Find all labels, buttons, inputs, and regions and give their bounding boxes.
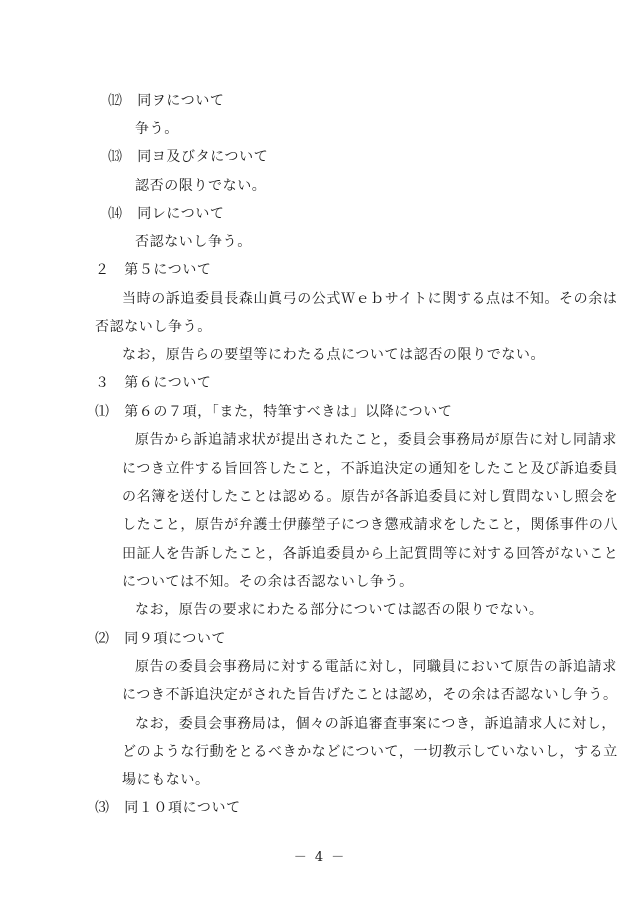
page-number: － 4 － [293,850,347,865]
section-2-heading: ２ 第５について [95,262,212,278]
sub-2-paragraph-line: 原告の委員会事務局に対する電話に対し，同職員において原告の訴追請求 [135,659,617,675]
item-13-body: 認否の限りでない。 [135,178,267,194]
sub-1-paragraph-line: については不知。その余は否認ないし争う。 [122,574,414,590]
sub-1-paragraph-line: 原告から訴追請求状が提出されたこと，委員会事務局が原告に対し同請求 [135,432,617,448]
sub-1-heading: ⑴ 第６の７項，「また，特筆すべきは」以降について [95,404,453,420]
item-14-heading: ⒁ 同レについて [108,206,225,222]
item-12-heading: ⑿ 同ヲについて [108,93,225,109]
sub-2-note-line: 場にもない。 [122,772,210,788]
sub-1-paragraph-line: 田証人を告訴したこと，各訴追委員から上記質問等に対する回答がないこと [122,546,619,562]
sub-1-note: なお，原告の要求にわたる部分については認否の限りでない。 [135,602,544,618]
sub-2-heading: ⑵ 同９項について [95,631,227,647]
item-12-body: 争う。 [135,121,179,137]
sub-2-note-line: どのような行動をとるべきかなどについて，一切教示していないし，する立 [122,744,618,760]
sub-2-paragraph-line: につき不訴追決定がされた旨告げたことは認め，その余は否認ないし争う。 [122,687,618,703]
section-2-note: なお，原告らの要望等にわたる点については認否の限りでない。 [122,347,546,363]
item-14-body: 否認ないし争う。 [135,234,252,250]
section-3-heading: ３ 第６について [95,375,212,391]
sub-1-paragraph-line: につき立件する旨回答したこと，不訴追決定の通知をしたこと及び訴追委員 [122,461,619,477]
sub-3-heading: ⑶ 同１０項について [95,800,241,816]
section-2-paragraph-line: 否認ないし争う。 [95,319,212,335]
sub-1-paragraph-line: の名簿を送付したことは認める。原告が各訴追委員に対し質問ないし照会を [122,489,619,505]
section-2-paragraph-line: 当時の訴追委員長森山眞弓の公式Ｗｅｂサイトに関する点は不知。その余は [122,291,618,307]
sub-2-note-line: なお，委員会事務局は，個々の訴追審査事案につき，訴追請求人に対し， [135,716,616,732]
item-13-heading: ⒀ 同ヨ及びタについて [108,149,269,165]
sub-1-paragraph-line: したこと，原告が弁護士伊藤塋子につき懲戒請求をしたこと，関係事件の八 [122,517,619,533]
